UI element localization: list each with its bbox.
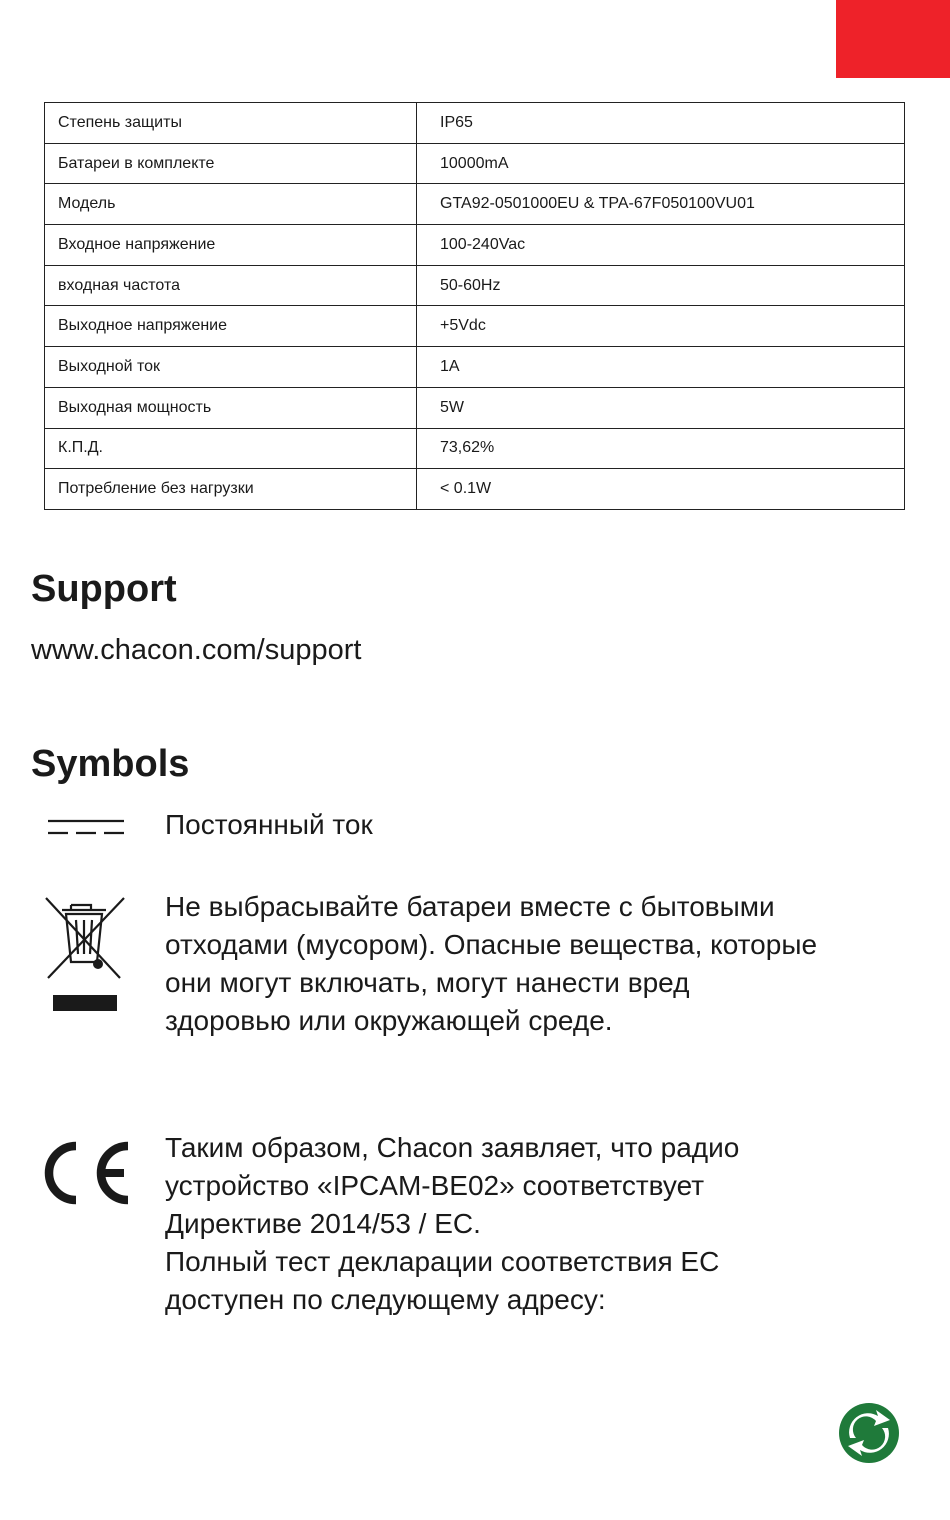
table-row bbox=[45, 387, 905, 428]
ce-mark-icon bbox=[38, 1138, 134, 1208]
spec-value: 100-240Vac bbox=[417, 225, 905, 266]
spec-label: Выходное напряжение bbox=[45, 306, 417, 347]
text-line: они могут включать, могут нанести вред bbox=[165, 967, 690, 998]
table-row bbox=[45, 143, 905, 184]
table-row bbox=[45, 225, 905, 266]
table-row bbox=[45, 103, 905, 144]
ce-declaration bbox=[165, 1129, 925, 1319]
spec-label: входная частота bbox=[45, 265, 417, 306]
spec-value: < 0.1W bbox=[417, 469, 905, 510]
text-line: здоровью или окружающей среде. bbox=[165, 1005, 613, 1036]
direct-current-description: Постоянный ток bbox=[165, 809, 373, 840]
spec-label: К.П.Д. bbox=[45, 428, 417, 469]
table-row bbox=[45, 428, 905, 469]
spec-label: Входное напряжение bbox=[45, 225, 417, 266]
table-row bbox=[45, 184, 905, 225]
spec-value: 73,62% bbox=[417, 428, 905, 469]
text-line: Не выбрасывайте батареи вместе с бытовыми bbox=[165, 891, 775, 922]
crossed-out-bin-icon bbox=[44, 896, 126, 1014]
spec-label: Модель bbox=[45, 184, 417, 225]
table-row bbox=[45, 347, 905, 388]
support-link[interactable]: www.chacon.com/support bbox=[31, 634, 362, 666]
weee-description bbox=[165, 888, 935, 1040]
red-corner-tab bbox=[836, 0, 950, 78]
spec-value: IP65 bbox=[417, 103, 905, 144]
spec-value: 1A bbox=[417, 347, 905, 388]
spec-label: Потребление без нагрузки bbox=[45, 469, 417, 510]
spec-table bbox=[44, 102, 905, 510]
text-line: Директиве 2014/53 / EC. bbox=[165, 1208, 481, 1239]
table-row bbox=[45, 306, 905, 347]
text-line: Таким образом, Chacon заявляет, что радио bbox=[165, 1132, 740, 1163]
text-line: Полный тест декларации соответствия ЕС bbox=[165, 1246, 720, 1277]
spec-label: Батареи в комплекте bbox=[45, 143, 417, 184]
spec-label: Выходной ток bbox=[45, 347, 417, 388]
spec-label: Выходная мощность bbox=[45, 387, 417, 428]
symbols-heading: Symbols bbox=[31, 743, 190, 785]
spec-value: +5Vdc bbox=[417, 306, 905, 347]
text-line: отходами (мусором). Опасные вещества, которые bbox=[165, 929, 818, 960]
spec-value: 10000mA bbox=[417, 143, 905, 184]
text-line: доступен по следующему адресу: bbox=[165, 1284, 606, 1315]
table-row bbox=[45, 265, 905, 306]
spec-label: Степень защиты bbox=[45, 103, 417, 144]
direct-current-icon bbox=[48, 816, 124, 838]
text-line: устройство «IPCAM-BE02» соответствует bbox=[165, 1170, 705, 1201]
support-heading: Support bbox=[31, 568, 177, 610]
spec-value: GTA92-0501000EU & TPA-67F050100VU01 bbox=[417, 184, 905, 225]
table-row bbox=[45, 469, 905, 510]
spec-value: 50-60Hz bbox=[417, 265, 905, 306]
green-dot-recycle-icon bbox=[838, 1402, 900, 1464]
spec-value: 5W bbox=[417, 387, 905, 428]
